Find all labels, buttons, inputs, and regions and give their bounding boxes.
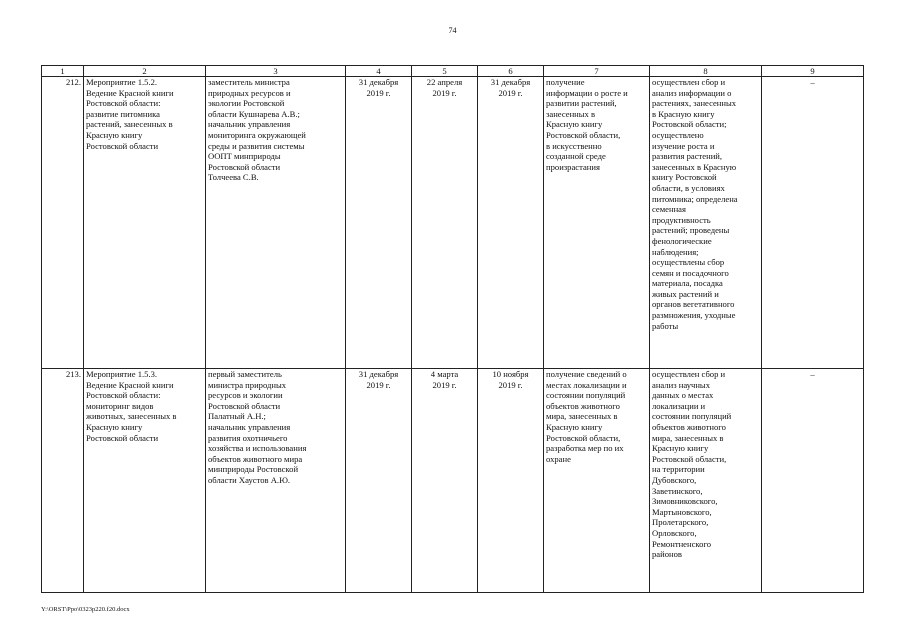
responsible-cell: первый заместитель министра природных ресурсов и экологии Ростовской области Палатный А.Н.; начальник управления развития охотничьего хозяйства и использования объектов животного мира минприроды Ростовской области Хаустов А.Ю. <box>206 369 346 593</box>
measure-cell: Мероприятие 1.5.3. Ведение Красной книги Ростовской области: мониторинг видов животных, занесенных в Красную книгу Ростовской области <box>84 369 206 593</box>
date-cell: 31 декабря 2019 г. <box>346 77 412 369</box>
note-cell: – <box>762 77 864 369</box>
date-cell: 4 марта 2019 г. <box>412 369 478 593</box>
column-header: 8 <box>650 66 762 77</box>
responsible-cell: заместитель министра природных ресурсов и экологии Ростовской области Кушнарева А.В.; начальник управления мониторинга окружающей среды и развития системы ООПТ минприроды Ростовской области Толчеева С.В. <box>206 77 346 369</box>
actual-result-cell: осуществлен сбор и анализ научных данных о местах локализации и состоянии популяций объектов животного мира, занесенных в Красную книгу Ростовской области, на территории Дубовского, Заветинского, Зимовниковского, Мартыновского, Пролетарского, Орловского, Ремонтненского районов <box>650 369 762 593</box>
row-number: 212. <box>42 77 84 369</box>
measure-cell: Мероприятие 1.5.2. Ведение Красной книги Ростовской области: развитие питомника растений, занесенных в Красную книгу Ростовской области <box>84 77 206 369</box>
column-header: 7 <box>544 66 650 77</box>
report-table <box>41 65 864 593</box>
actual-result-cell: осуществлен сбор и анализ информации о растениях, занесенных в Красную книгу Ростовской области; осуществлено изучение роста и развития растений, занесенных в Красную книгу Ростовской области, в условиях питомника; определена семенная продуктивность растений; проведены фенологические наблюдения; осуществлены сбор семян и посадочного материала, посадка живых растений и органов вегетативного размножения, уходные работы <box>650 77 762 369</box>
column-header: 5 <box>412 66 478 77</box>
table-row <box>42 77 864 369</box>
column-header: 1 <box>42 66 84 77</box>
date-cell: 31 декабря 2019 г. <box>478 77 544 369</box>
row-number: 213. <box>42 369 84 593</box>
file-path-footer: Y:\ORST\Ppo\0323p220.f20.docx <box>41 606 130 613</box>
page-number: 74 <box>448 26 457 35</box>
column-header: 6 <box>478 66 544 77</box>
date-cell: 22 апреля 2019 г. <box>412 77 478 369</box>
date-cell: 10 ноября 2019 г. <box>478 369 544 593</box>
expected-result-cell: получение сведений о местах локализации и состоянии популяций объектов животного мира, занесенных в Красную книгу Ростовской области, разработка мер по их охране <box>544 369 650 593</box>
table-row <box>42 369 864 593</box>
column-header: 4 <box>346 66 412 77</box>
header-row <box>42 66 864 77</box>
column-header: 3 <box>206 66 346 77</box>
note-cell: – <box>762 369 864 593</box>
column-header: 9 <box>762 66 864 77</box>
date-cell: 31 декабря 2019 г. <box>346 369 412 593</box>
expected-result-cell: получение информации о росте и развитии растений, занесенных в Красную книгу Ростовской области, в искусственно созданной среде произрастания <box>544 77 650 369</box>
column-header: 2 <box>84 66 206 77</box>
